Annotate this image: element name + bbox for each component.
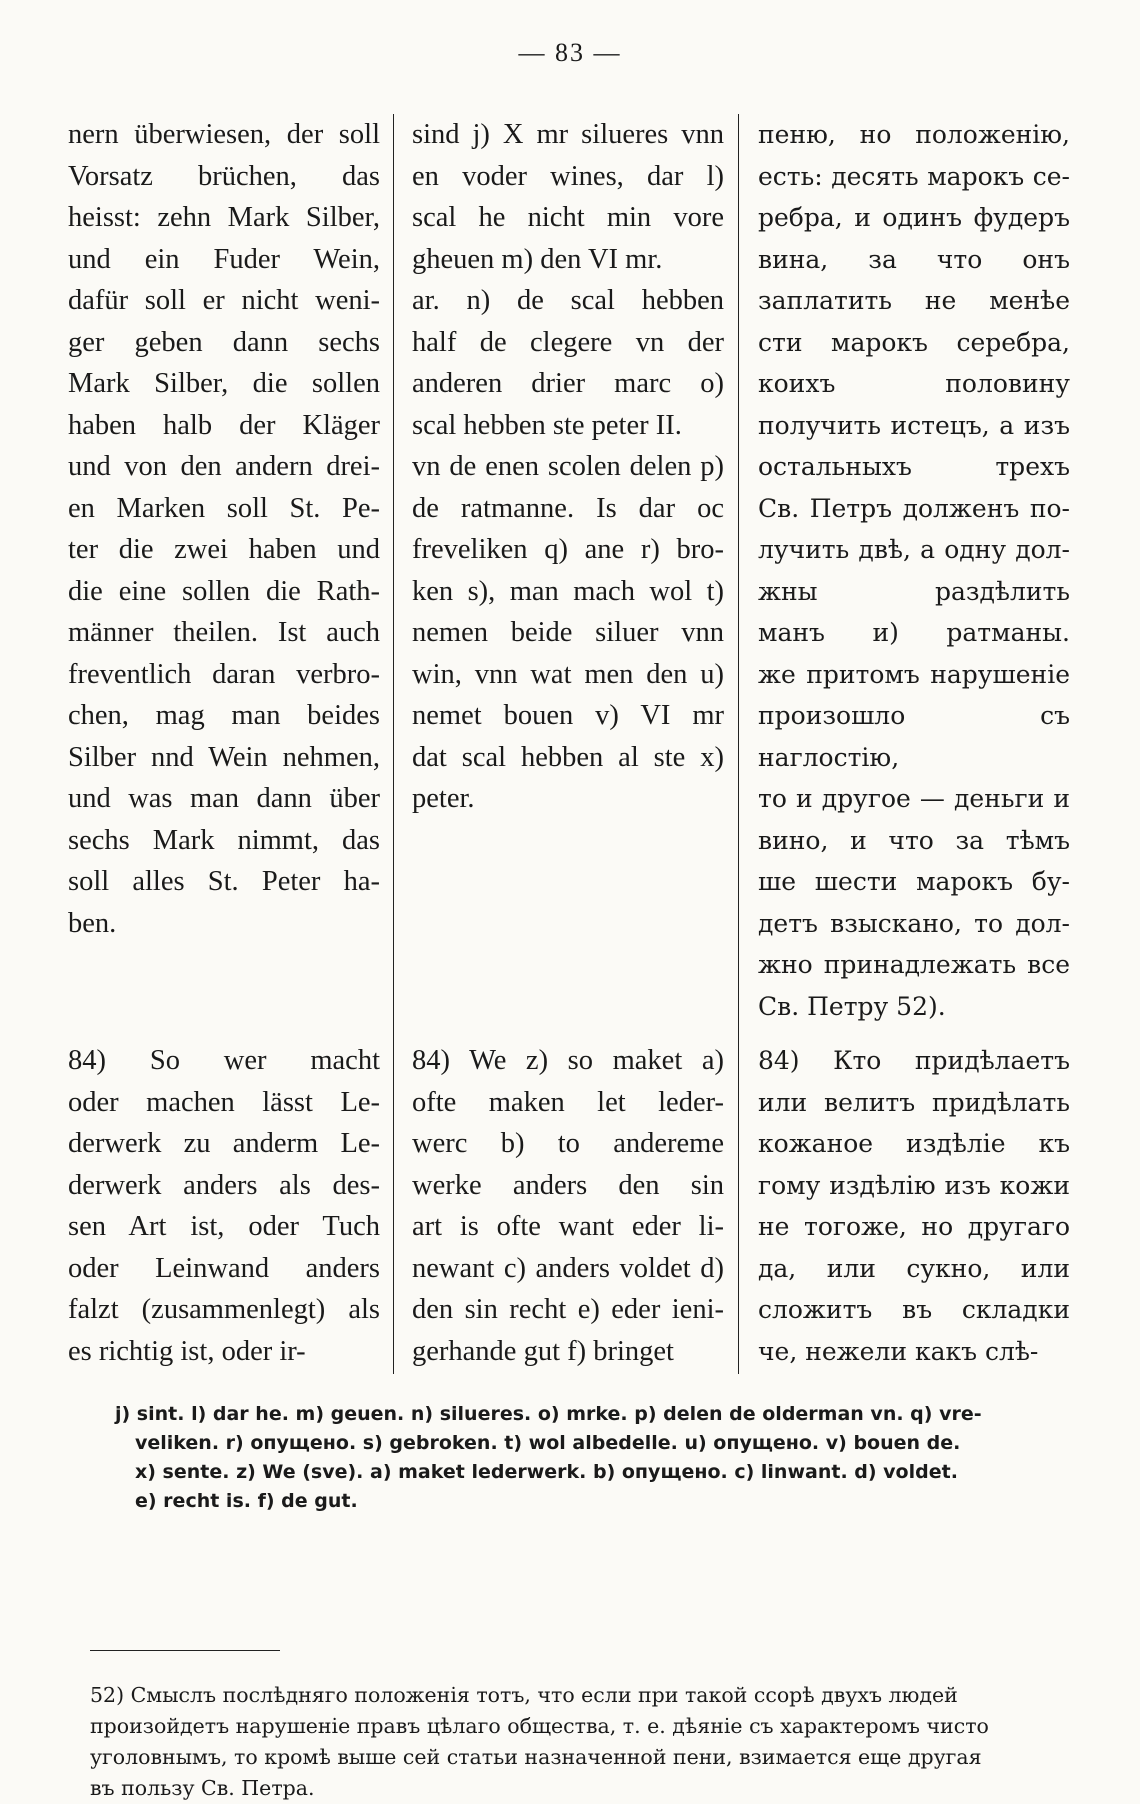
text-line: art is ofte want eder li-	[412, 1211, 724, 1242]
text-line: nemen beide siluer vnn	[412, 617, 724, 648]
german-paragraph-2	[68, 1040, 380, 1372]
text-line: sechs Mark nimmt, das	[68, 824, 380, 856]
text-line: de ratmanne. Is dar oc	[412, 492, 724, 524]
text-line: scal hebben ste peter II.	[412, 409, 682, 441]
text-line: nern überwiesen, der soll	[68, 119, 380, 150]
text-line: dat scal hebben al ste x)	[412, 741, 724, 773]
text-line: half de clegere vn der	[412, 326, 724, 358]
text-line: newant c) anders voldet d)	[412, 1252, 724, 1284]
russian-paragraph-1	[758, 114, 1070, 1027]
lowgerman-paragraph-2	[412, 1040, 724, 1372]
text-line: пеню, но положенію,	[758, 120, 1070, 149]
text-line: манъ и) ратманы.	[758, 618, 1070, 647]
text-line: gerhande gut f) bringet	[412, 1335, 674, 1367]
text-line: 84) So wer macht	[68, 1045, 380, 1076]
text-line: soll alles St. Peter ha-	[68, 866, 380, 897]
text-line: ken s), man mach wol t)	[412, 575, 724, 607]
text-line: und was man dann über	[68, 783, 380, 814]
text-line: кожаное издѣліе къ	[758, 1129, 1070, 1158]
text-line: жно принадлежать все	[758, 950, 1070, 979]
page-number: — 83 —	[518, 38, 622, 67]
column-divider-left	[393, 114, 394, 1374]
text-line: vn de enen scolen delen p)	[412, 451, 724, 482]
german-paragraph-1	[68, 114, 380, 944]
text-line: не тогоже, но другаго	[758, 1212, 1070, 1241]
lowgerman-column-section-84	[412, 1040, 724, 1372]
text-line: freveliken q) ane r) bro-	[412, 534, 724, 565]
text-line: sen Art ist, oder Tuch	[68, 1211, 380, 1242]
text-line: 84) We z) so maket a)	[412, 1045, 724, 1076]
text-line: ben.	[68, 907, 117, 939]
critical-apparatus	[115, 1400, 1075, 1516]
text-line: Mark Silber, die sollen	[68, 368, 380, 399]
text-line: scal he nicht min vore	[412, 202, 724, 233]
text-line: ofte maken let leder-	[412, 1086, 724, 1118]
text-line: werc b) to andereme	[412, 1128, 724, 1159]
text-line: und von den andern drei-	[68, 451, 380, 482]
text-line: лучить двѣ, а одну дол-	[758, 535, 1070, 564]
text-line: dafür soll er nicht weni-	[68, 285, 380, 316]
text-line: да, или сукно, или	[758, 1253, 1070, 1283]
text-line: вино, и что за тѣмъ	[758, 825, 1070, 855]
text-line: x) sente. z) We (sve). a) maket lederwerk. b) опущено. c) linwant. d) voldet.	[135, 1461, 958, 1483]
text-line: ger geben dann sechs	[68, 326, 380, 358]
text-line: гому издѣлію изъ кожи	[758, 1170, 1070, 1200]
text-line: nemet bouen v) VI mr	[412, 700, 724, 731]
text-line: heisst: zehn Mark Silber,	[68, 202, 380, 233]
text-line: коихъ половину	[758, 369, 1070, 398]
text-line: произошло съ	[758, 701, 1070, 730]
text-line: e) recht is. f) de gut.	[135, 1490, 358, 1512]
text-line: werke anders den sin	[412, 1169, 724, 1201]
text-line: freventlich daran verbro-	[68, 658, 380, 690]
lowgerman-column	[412, 114, 724, 820]
text-line: наглостію,	[758, 742, 900, 772]
column-divider-right	[738, 114, 739, 1374]
text-line: gheuen m) den VI mr.	[412, 243, 663, 275]
text-line: en Marken soll St. Pe-	[68, 492, 380, 524]
text-line: en voder wines, dar l)	[412, 160, 724, 192]
russian-column	[758, 114, 1070, 1027]
text-line: сложитъ въ складки	[758, 1295, 1070, 1324]
russian-column-section-84	[758, 1040, 1070, 1372]
text-line: детъ взыскано, то дол-	[758, 908, 1070, 938]
text-line: есть: десять марокъ се-	[758, 161, 1070, 191]
text-line: j) sint. l) dar he. m) geuen. n) silueres. o) mrke. p) delen de olderman vn. q) vre-	[115, 1403, 982, 1425]
text-line: остальныхъ трехъ	[758, 452, 1070, 481]
text-line: получить истецъ, а изъ	[758, 410, 1070, 440]
text-line: же притомъ нарушеніе	[758, 659, 1070, 689]
text-line: derwerk anders als des-	[68, 1169, 380, 1201]
text-line: 52) Смыслъ послѣдняго положенія тотъ, что если при такой ссорѣ двухъ людей	[90, 1683, 958, 1707]
text-line: 84) Кто придѣлаетъ	[758, 1046, 1070, 1075]
lowgerman-paragraph-1	[412, 114, 724, 820]
german-column	[68, 114, 380, 944]
text-line: Св. Петръ долженъ по-	[758, 493, 1070, 523]
text-line: falzt (zusammenlegt) als	[68, 1294, 380, 1325]
text-line: die eine sollen die Rath-	[68, 575, 380, 607]
text-line: und ein Fuder Wein,	[68, 243, 380, 275]
text-line: жны раздѣлить	[758, 576, 1070, 606]
text-line: че, нежели какъ слѣ-	[758, 1336, 1039, 1366]
text-line: oder machen lässt Le-	[68, 1086, 380, 1118]
text-line: männer theilen. Ist auch	[68, 617, 380, 648]
text-line: chen, mag man beides	[68, 700, 380, 731]
text-line: sind j) X mr silueres vnn	[412, 119, 724, 150]
text-line: Св. Петру 52).	[758, 991, 946, 1021]
text-line: ребра, и одинъ фудеръ	[758, 203, 1070, 232]
text-line: es richtig ist, oder ir-	[68, 1335, 306, 1367]
text-line: заплатить не менѣе	[758, 286, 1070, 315]
text-line: въ пользу Св. Петра.	[90, 1776, 315, 1800]
russian-paragraph-2	[758, 1040, 1070, 1372]
text-line: произойдетъ нарушеніе правъ цѣлаго общества, т. е. дѣяніе съ характеромъ чисто	[90, 1714, 989, 1738]
text-line: den sin recht e) eder ieni-	[412, 1294, 724, 1325]
footnote-rule	[90, 1650, 280, 1651]
german-column-section-84	[68, 1040, 380, 1372]
text-line: haben halb der Kläger	[68, 409, 380, 441]
text-line: veliken. r) опущено. s) gebroken. t) wol albedelle. u) опущено. v) bouen de.	[135, 1432, 961, 1454]
text-line: Silber nnd Wein nehmen,	[68, 741, 380, 773]
text-line: или велитъ придѣлать	[758, 1087, 1070, 1117]
text-line: Vorsatz brüchen, das	[68, 160, 380, 192]
text-line: вина, за что онъ	[758, 244, 1070, 274]
text-line: сти марокъ серебра,	[758, 327, 1070, 357]
text-line: ше шести марокъ бу-	[758, 867, 1070, 896]
text-line: anderen drier marc o)	[412, 368, 724, 399]
text-line: peter.	[412, 783, 475, 814]
text-line: ar. n) de scal hebben	[412, 285, 724, 316]
text-line: derwerk zu anderm Le-	[68, 1128, 380, 1159]
text-line: уголовнымъ, то кромѣ выше сей статьи назначенной пени, взимается еще другая	[90, 1745, 982, 1769]
text-line: то и другое — деньги и	[758, 784, 1070, 813]
footnote-52	[90, 1680, 1070, 1804]
text-line: win, vnn wat men den u)	[412, 658, 724, 690]
text-line: ter die zwei haben und	[68, 534, 380, 565]
text-line: oder Leinwand anders	[68, 1252, 380, 1284]
